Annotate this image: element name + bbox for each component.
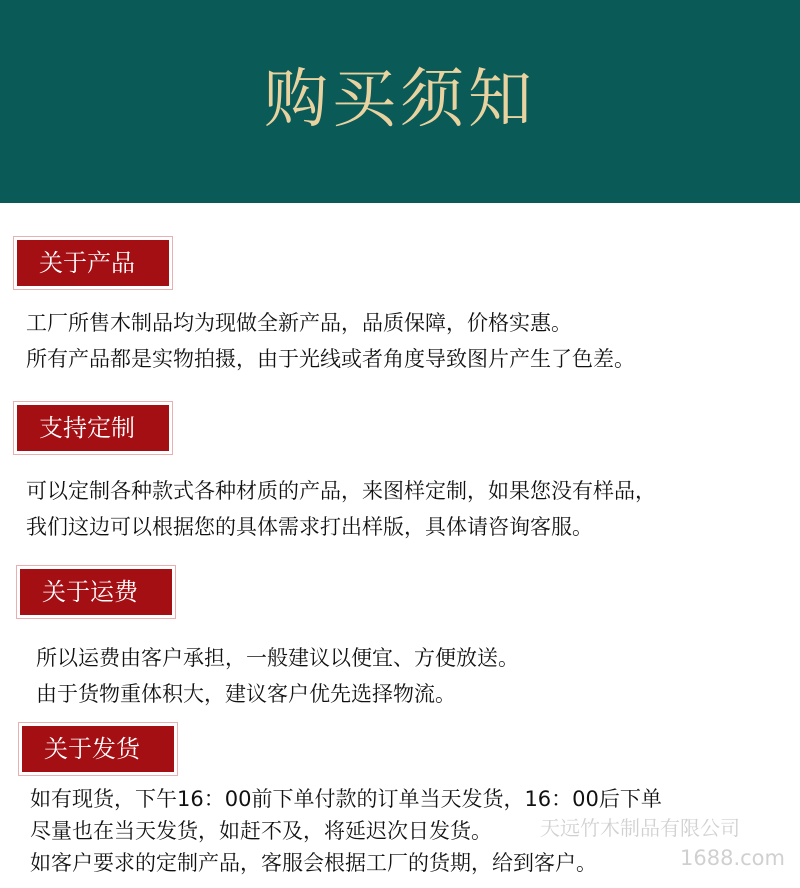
text-line: 我们这边可以根据您的具体需求打出样版，具体请咨询客服。 — [26, 515, 593, 539]
header-banner — [0, 0, 800, 203]
watermark-company: 天远竹木制品有限公司 — [540, 816, 740, 840]
text-line: 由于货物重体积大，建议客户优先选择物流。 — [36, 682, 456, 706]
text-line: 可以定制各种款式各种材质的产品，来图样定制，如果您没有样品， — [26, 479, 656, 503]
section-label-custom: 支持定制 — [17, 405, 169, 451]
text-line: 所有产品都是实物拍摄，由于光线或者角度导致图片产生了色差。 — [26, 347, 635, 371]
watermark-site: 1688.com — [680, 846, 785, 870]
section-text-shipping-fee — [36, 640, 519, 712]
section-text-custom — [26, 473, 656, 545]
text-line: 尽量也在当天发货，如赶不及，将延迟次日发货。 — [30, 819, 492, 843]
text-line: 所以运费由客户承担，一般建议以便宜、方便放送。 — [36, 646, 519, 670]
section-label-delivery: 关于发货 — [22, 726, 174, 772]
text-line: 工厂所售木制品均为现做全新产品，品质保障，价格实惠。 — [26, 311, 572, 335]
section-label-shipping-fee: 关于运费 — [20, 569, 172, 615]
text-line: 如有现货，下午16：00前下单付款的订单当天发货，16：00后下单 — [30, 787, 662, 811]
section-text-product — [26, 305, 635, 377]
page-title: 购买须知 — [264, 63, 536, 137]
section-label-product: 关于产品 — [17, 240, 169, 286]
text-line: 如客户要求的定制产品，客服会根据工厂的货期，给到客户。 — [30, 851, 597, 875]
